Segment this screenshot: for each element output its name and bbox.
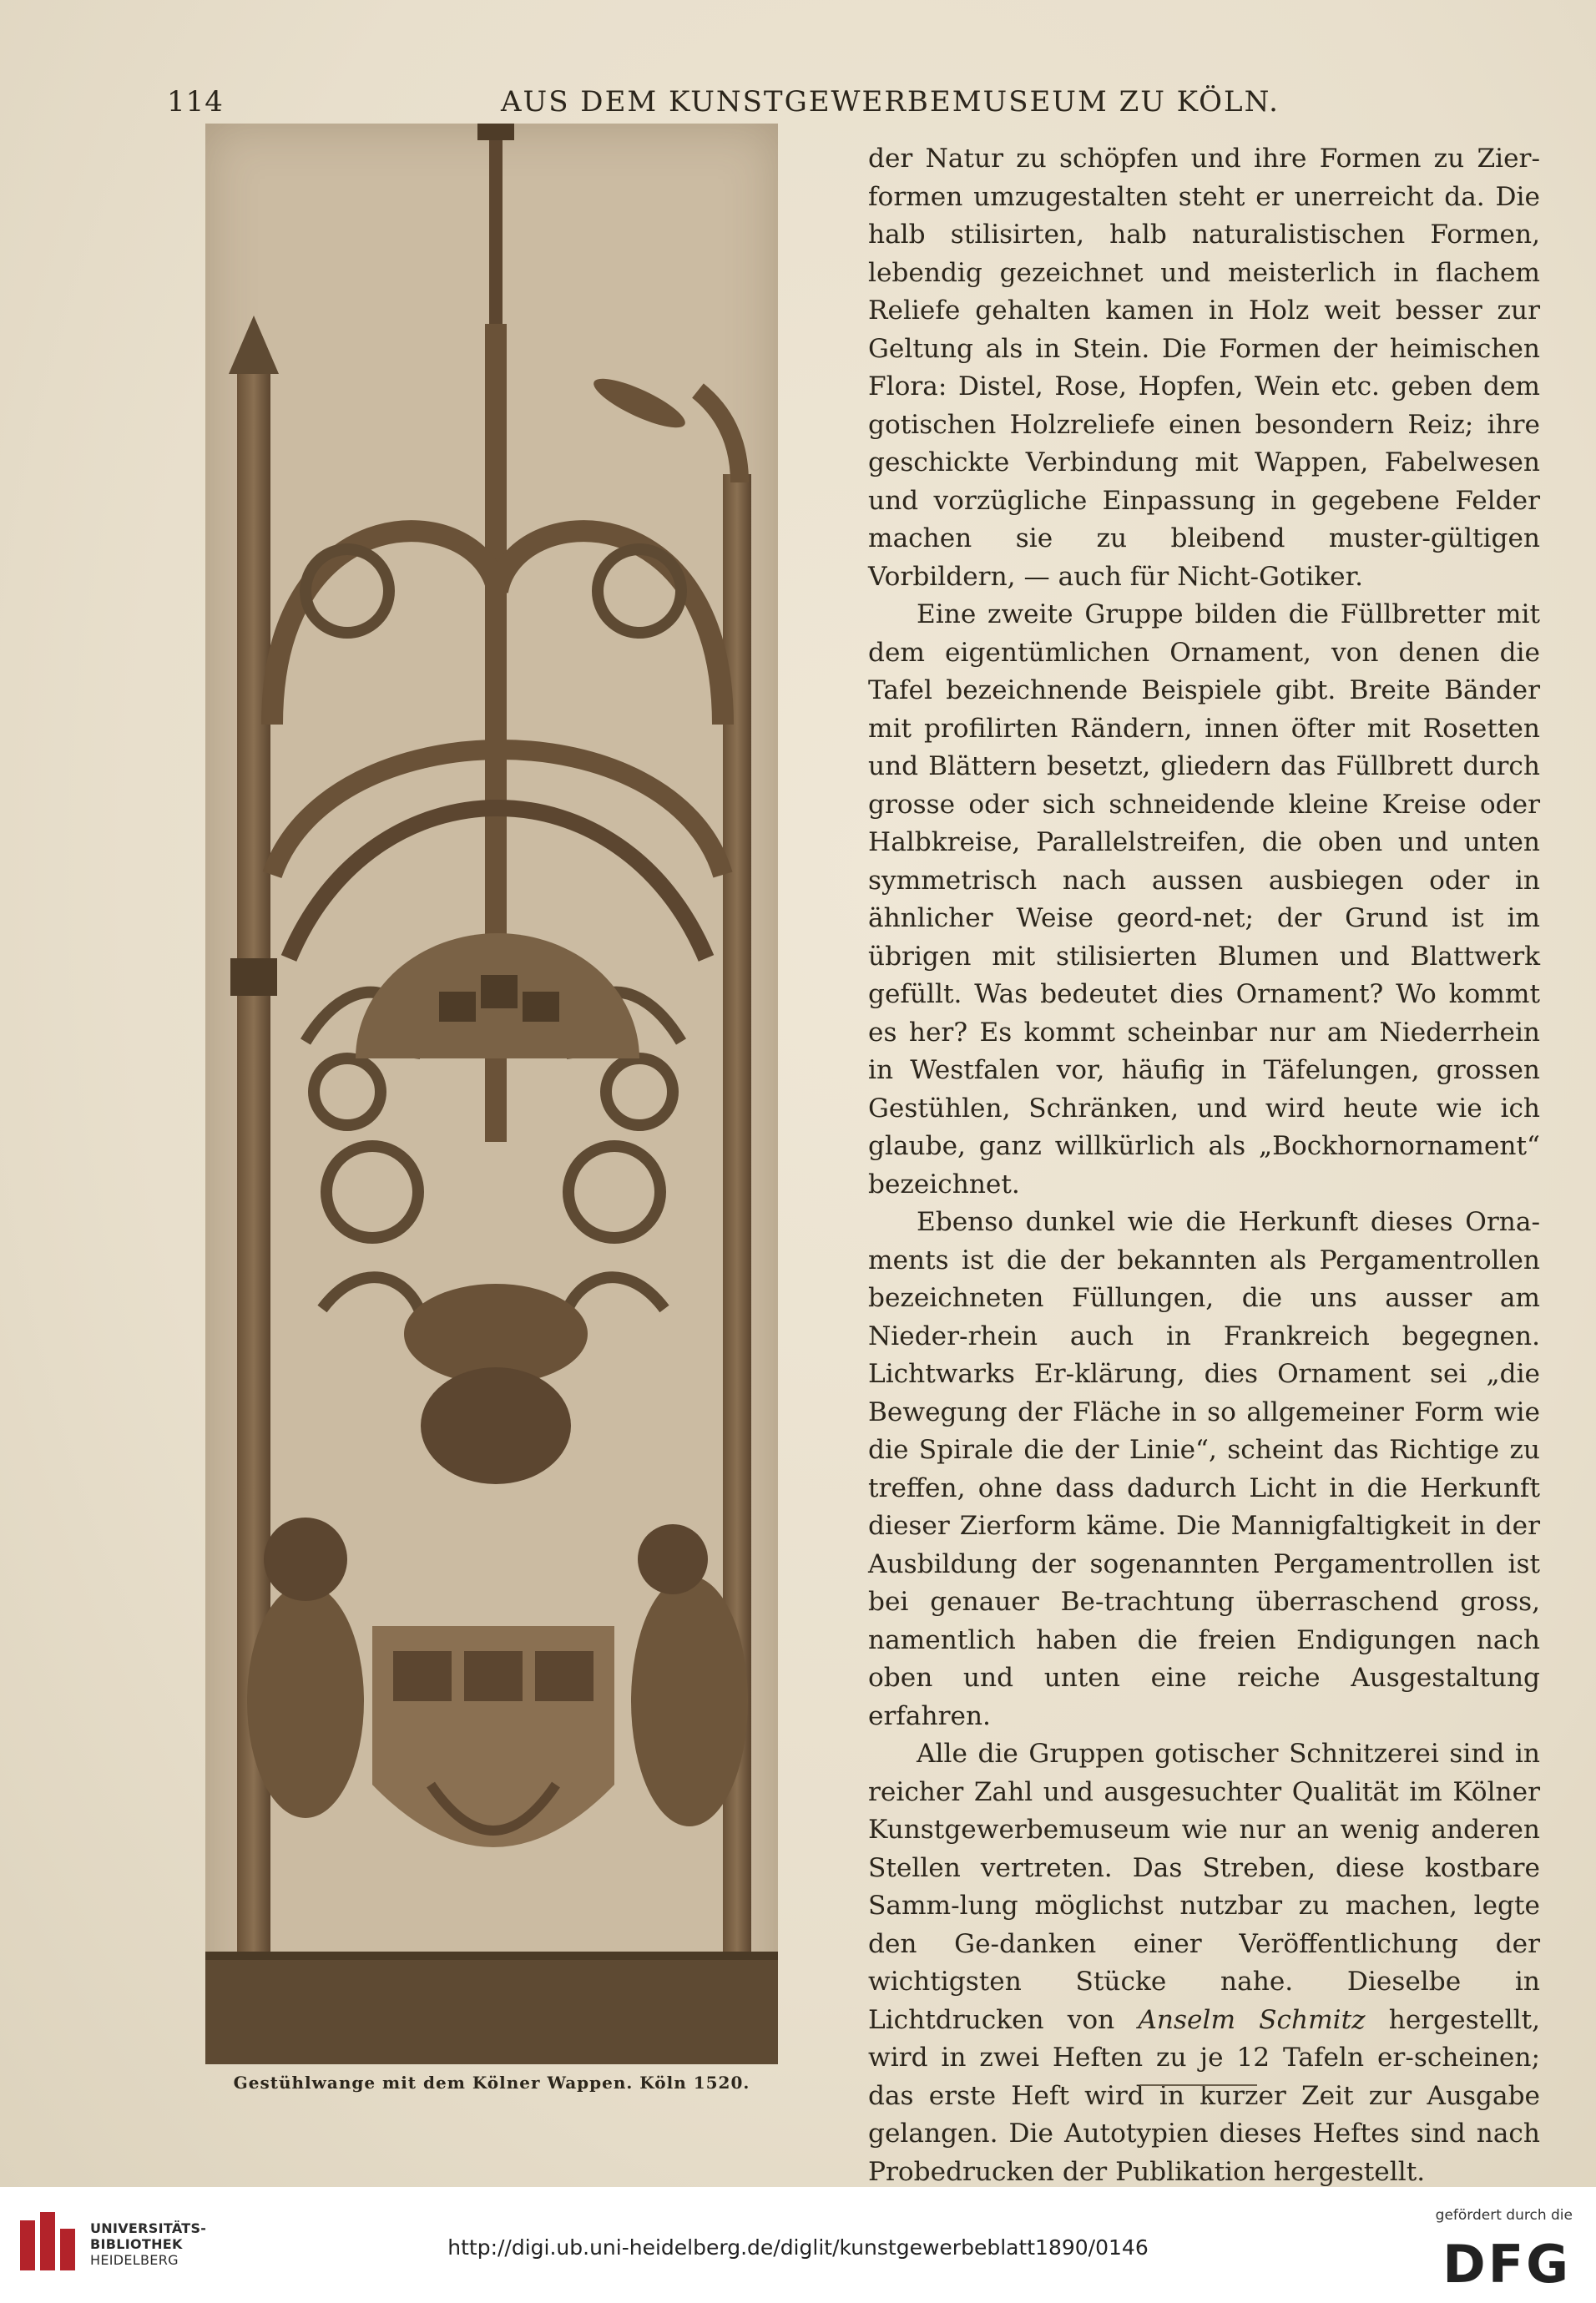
text-line: Niederrhein in Westfalen vor, häufig in Täfelungen,: [868, 1017, 1541, 1085]
text-line: Ebenso dunkel wie die Herkunft dieses Orna-: [917, 1207, 1540, 1237]
text-line: Ausgabe gelangen. Die Autotypien dieses Heftes: [868, 2080, 1540, 2149]
text-line: aussen ausbiegen oder in ähnlicher Weise geord-: [868, 865, 1540, 933]
text-line: grossen Gestühlen, Schränken, und wird heute wie: [868, 1055, 1540, 1124]
text-line: hergestellt, wird in zwei Heften zu je 12 Tafeln er-: [868, 2004, 1540, 2073]
text-line: bezeichnende Beispiele gibt. Breite Bänder mit: [868, 675, 1540, 744]
text-line: formen umzugestalten steht er unerreicht da. Die: [868, 181, 1540, 212]
text-line: einen besondern Reiz; ihre geschickte Verbindung: [868, 409, 1540, 477]
text-line: scheinen; das erste Heft wird in kurzer Zeit zur: [868, 2043, 1540, 2111]
text-line: Parallelstreifen, die oben und unten symmetrisch nach: [868, 827, 1540, 896]
text-line: danken einer Veröffentlichung der wichtigsten Stücke: [868, 1928, 1540, 1997]
text-line: kamen in Holz weit besser zur Geltung als in Stein.: [868, 295, 1540, 364]
text-line: sogenannten Pergamentrollen ist bei genauer Be-: [868, 1548, 1540, 1617]
text-line: sind nach Probedrucken der Publikation hergestellt.: [868, 2119, 1540, 2187]
text-line: Stellen vertreten. Das Streben, diese kostbare Samm-: [868, 1852, 1540, 1921]
text-line: ich glaube, ganz willkürlich als „Bockhornornament“: [868, 1093, 1540, 1161]
text-line: bezeichnet.: [868, 1169, 1020, 1199]
paragraph-4: [868, 1735, 1540, 2191]
text-line: Hopfen, Wein etc. geben dem gotischen Holzreliefe: [868, 371, 1540, 440]
text-line: bezeichneten Füllungen, die uns ausser am Nieder-: [868, 1283, 1540, 1351]
library-name-line-1: UNIVERSITÄTS-: [90, 2220, 207, 2236]
text-line: gezeichnet und meisterlich in flachem Reliefe gehalten: [868, 257, 1540, 326]
text-line: Alle die Gruppen gotischer Schnitzerei sind in: [917, 1739, 1540, 1769]
text-line: der Linie“, scheint das Richtige zu treffen, ohne: [868, 1435, 1540, 1503]
text-line: käme. Die Mannigfaltigkeit in der Ausbildung der: [868, 1511, 1540, 1579]
text-line: Fläche in so allgemeiner Form wie die Spirale die: [868, 1396, 1540, 1465]
paragraph-2: [868, 596, 1540, 1204]
text-line: Ausgestaltung erfahren.: [868, 1663, 1540, 1731]
text-line: und Blattwerk gefüllt. Was bedeutet dies Ornament?: [868, 941, 1541, 1009]
permalink-url[interactable]: http://digi.ub.uni-heidelberg.de/diglit/kunstgewerbeblatt1890/0146: [447, 2235, 1149, 2260]
text-line: klärung, dies Ornament sei „die Bewegung der: [868, 1359, 1541, 1427]
text-line: ments ist die der bekannten als Pergamentrollen: [868, 1245, 1540, 1275]
library-name-line-3: HEIDELBERG: [90, 2252, 179, 2268]
lion-supporter: [247, 1584, 364, 1818]
text-line: gültigen Vorbildern, — auch für Nicht-Gotiker.: [868, 523, 1540, 592]
text-line: nahe. Dieselbe in Lichtdrucken von: [868, 1967, 1540, 2035]
carved-bench-panel-illustration: [205, 124, 778, 2064]
text-line: reicher Zahl und ausgesuchter Qualität im Kölner: [868, 1776, 1540, 1807]
text-line: Wo kommt es her? Es kommt scheinbar nur am: [868, 979, 1540, 1048]
page-number: 114: [167, 85, 224, 119]
griffin-supporter: [631, 1576, 748, 1826]
paragraph-1: [868, 140, 1540, 596]
text-line: rhein auch in Frankreich begegnen. Lichtwarks Er-: [868, 1321, 1540, 1389]
digitization-footer: [0, 2187, 1596, 2303]
text-line: der Natur zu schöpfen und ihre Formen zu Zier-: [868, 144, 1540, 174]
paragraph-3: [868, 1204, 1540, 1735]
text-line: dass dadurch Licht in die Herkunft dieser Zierform: [868, 1472, 1540, 1541]
text-line: halb stilisirten, halb naturalistischen Formen, lebendig: [868, 220, 1540, 288]
text-line: trachtung überraschend gross, namentlich haben die: [868, 1587, 1540, 1655]
article-body: [868, 140, 1540, 2191]
photographer-name: Anselm Schmitz: [1138, 2004, 1366, 2035]
panel-base: [205, 1952, 778, 2064]
text-line: freien Endigungen nach oben und unten eine reiche: [868, 1624, 1540, 1693]
text-line: dem eigentümlichen Ornament, von denen die Tafel: [868, 637, 1540, 705]
text-line: mit Wappen, Fabelwesen und vorzügliche Einpassung: [868, 447, 1540, 516]
funding-label: gefördert durch die: [1435, 2207, 1573, 2224]
text-line: net; der Grund ist im übrigen mit stilisierten Blumen: [868, 903, 1540, 972]
text-line: Blättern besetzt, gliedern das Füllbrett durch grosse: [868, 751, 1540, 820]
end-rule: [1140, 2084, 1257, 2086]
text-line: in gegebene Felder machen sie zu bleibend muster-: [868, 485, 1540, 553]
running-head: AUS DEM KUNSTGEWERBEMUSEUM ZU KÖLN.: [501, 85, 1280, 119]
figure-caption: Gestühlwange mit dem Kölner Wappen. Köln 1520.: [233, 2073, 750, 2093]
text-line: oder sich schneidende kleine Kreise oder Halbkreise,: [868, 789, 1540, 857]
carving-drawing: [205, 124, 778, 2064]
text-line: profilirten Rändern, innen öfter mit Rosetten und: [868, 713, 1540, 781]
central-finial: [489, 140, 503, 324]
library-name-line-2: BIBLIOTHEK: [90, 2236, 183, 2252]
page-header: [167, 75, 1425, 117]
text-line: Kunstgewerbemuseum wie nur an wenig anderen: [868, 1815, 1540, 1845]
text-line: Eine zweite Gruppe bilden die Füllbretter mit: [917, 599, 1540, 629]
text-line: Die Formen der heimischen Flora: Distel, Rose,: [868, 333, 1541, 402]
text-line: lung möglichst nutzbar zu machen, legte den Ge-: [868, 1891, 1540, 1959]
dfg-logo: DFG: [1442, 2234, 1571, 2295]
